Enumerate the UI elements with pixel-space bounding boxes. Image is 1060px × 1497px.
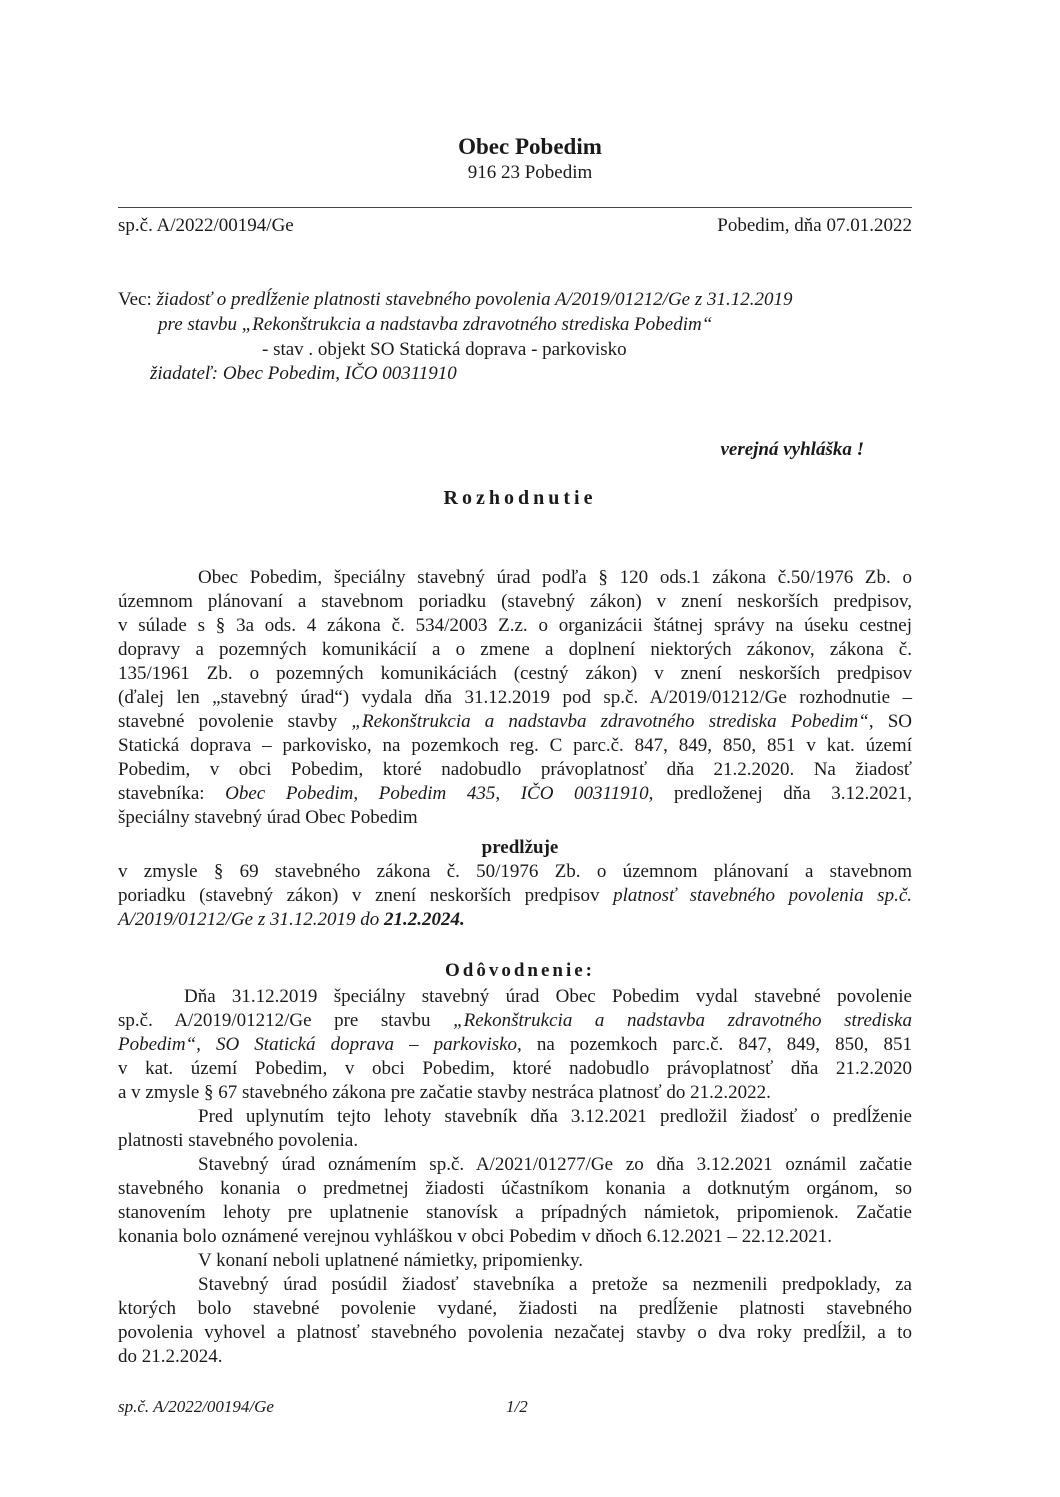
reasoning-line: stavebného konania o predmetnej žiadosti účastníkom konania a dotknutým orgánom, so	[118, 1178, 912, 1199]
reasoning-line: V konaní neboli uplatnené námietky, pripomienky.	[198, 1250, 584, 1271]
reasoning-line: do 21.2.2024.	[118, 1346, 223, 1367]
intro-line: v súlade s § 3a ods. 4 zákona č. 534/2003 Z.z. o organizácii štátnej správy na úseku cestnej	[118, 615, 912, 636]
reasoning-line: povolenia vyhovel a platnosť stavebného povolenia nezačatej stavby o dva roky predĺžil, a to	[118, 1322, 912, 1343]
intro-line: (ďalej len „stavebný úrad“) vydala dňa 31.12.2019 pod sp.č. A/2019/01212/Ge rozhodnutie –	[118, 687, 912, 708]
public-notice: verejná vyhláška !	[720, 439, 864, 460]
reasoning-line: Stavebný úrad posúdil žiadosť stavebníka a pretože sa nezmenili predpoklady, za	[198, 1274, 912, 1295]
reasoning-line: konania bolo oznámené verejnou vyhláškou v obci Pobedim v dňoch 6.12.2021 – 22.12.2021.	[118, 1226, 832, 1247]
reasoning-building: „Rekonštrukcia a nadstavba zdravotného strediska	[453, 1010, 912, 1031]
verdict-ref: A/2019/01212/Ge z 31.12.2019 do	[118, 909, 384, 930]
reasoning-line: platnosti stavebného povolenia.	[118, 1130, 359, 1151]
org-name: Obec Pobedim	[458, 134, 602, 159]
reasoning-building: Pobedim“, SO Statická doprava – parkovisko,	[118, 1034, 522, 1055]
intro-applicant: Obec Pobedim, Pobedim 435, IČO 00311910	[225, 783, 649, 804]
reasoning-text: sp.č. A/2019/01212/Ge pre stavbu	[118, 1010, 454, 1031]
reasoning-line: Stavebný úrad oznámením sp.č. A/2021/01277/Ge zo dňa 3.12.2021 oznámil začatie	[198, 1154, 912, 1175]
reasoning-line: Dňa 31.12.2019 špeciálny stavebný úrad Obec Pobedim vydal stavebné povolenie	[184, 986, 912, 1007]
place-date: Pobedim, dňa 07.01.2022	[717, 215, 912, 236]
decision-intro	[118, 566, 912, 830]
reasoning-line: Pred uplynutím tejto lehoty stavebník dňa 3.12.2021 predložil žiadosť o predĺženie	[198, 1106, 912, 1127]
verdict-line	[118, 884, 912, 908]
reasoning-line: a v zmysle § 67 stavebného zákona pre začatie stavby nestráca platnosť do 21.2.2022.	[118, 1082, 771, 1103]
verdict	[118, 860, 912, 932]
intro-text: stavebníka:	[118, 783, 226, 804]
verdict-text: poriadku (stavebný zákon) v znení neskorších predpisov	[118, 885, 614, 906]
verdict-line: v zmysle § 69 stavebného zákona č. 50/1976 Zb. o územnom plánovaní a stavebnom	[118, 861, 912, 882]
reasoning-line: stanovením lehoty pre uplatnenie stanovísk a prípadných námietok, pripomienok. Začatie	[118, 1202, 912, 1223]
intro-line: Statická doprava – parkovisko, na pozemkoch reg. C parc.č. 847, 849, 850, 851 v kat. území	[118, 735, 912, 756]
subject-applicant: žiadateľ: Obec Pobedim, IČO 00311910	[150, 363, 457, 384]
verdict-validity: platnosť stavebného povolenia sp.č.	[613, 885, 913, 906]
intro-text: stavebné povolenie stavby	[118, 711, 352, 732]
intro-line: Pobedim, v obci Pobedim, ktoré nadobudlo právoplatnosť dňa 21.2.2020. Na žiadosť	[118, 759, 912, 780]
intro-line: Obec Pobedim, špeciálny stavebný úrad podľa § 120 ods.1 zákona č.50/1976 Zb. o	[198, 567, 912, 588]
intro-line-mixed	[118, 782, 912, 806]
intro-building-name: „Rekonštrukcia a nadstavba zdravotného strediska Pobedim“	[351, 711, 869, 732]
subject-prefix: Vec:	[118, 289, 152, 310]
intro-line-mixed	[118, 710, 912, 734]
reasoning-line: ktorých bolo stavebné povolenie vydané, žiadosti na predĺženie platnosti stavebného	[118, 1298, 912, 1319]
decision-title: Rozhodnutie	[443, 487, 597, 509]
verdict-deadline: 21.2.2024.	[384, 909, 465, 930]
subject-line-1	[118, 288, 793, 312]
intro-line: 135/1961 Zb. o pozemných komunikáciách (cestný zákon) v znení neskorších predpisov	[118, 663, 912, 684]
file-number: sp.č. A/2022/00194/Ge	[118, 215, 294, 236]
header-divider	[118, 207, 912, 208]
subject-line-3: - stav . objekt SO Statická doprava - parkovisko	[262, 339, 627, 360]
reasoning	[118, 985, 912, 1369]
footer-file-number: sp.č. A/2022/00194/Ge	[118, 1397, 274, 1416]
page-number: 1/2	[506, 1397, 528, 1416]
subject-text-1: žiadosť o predĺženie platnosti stavebného povolenia A/2019/01212/Ge z 31.12.2019	[156, 289, 793, 310]
reasoning-title: Odôvodnenie:	[444, 960, 596, 981]
subject-line-2: pre stavbu „Rekonštrukcia a nadstavba zdravotného strediska Pobedim“	[158, 314, 713, 335]
reasoning-line	[118, 1033, 912, 1057]
intro-line: územnom plánovaní a stavebnom poriadku (stavebný zákon) v znení neskorších predpisov,	[118, 591, 912, 612]
verdict-line	[118, 908, 912, 932]
intro-line: špeciálny stavebný úrad Obec Pobedim	[118, 807, 418, 828]
intro-line: dopravy a pozemných komunikácií a o zmene a doplnení niektorých zákonov, zákona č.	[118, 639, 912, 660]
intro-text: , predloženej dňa 3.12.2021,	[648, 783, 912, 804]
reasoning-line: v kat. území Pobedim, v obci Pobedim, ktoré nadobudlo právoplatnosť dňa 21.2.2020	[118, 1058, 912, 1079]
reasoning-text: na pozemkoch parc.č. 847, 849, 850, 851	[521, 1034, 912, 1055]
intro-text: , SO	[868, 711, 912, 732]
verdict-word: predlžuje	[481, 837, 559, 858]
org-address: 916 23 Pobedim	[467, 162, 593, 183]
reasoning-line	[118, 1009, 912, 1033]
